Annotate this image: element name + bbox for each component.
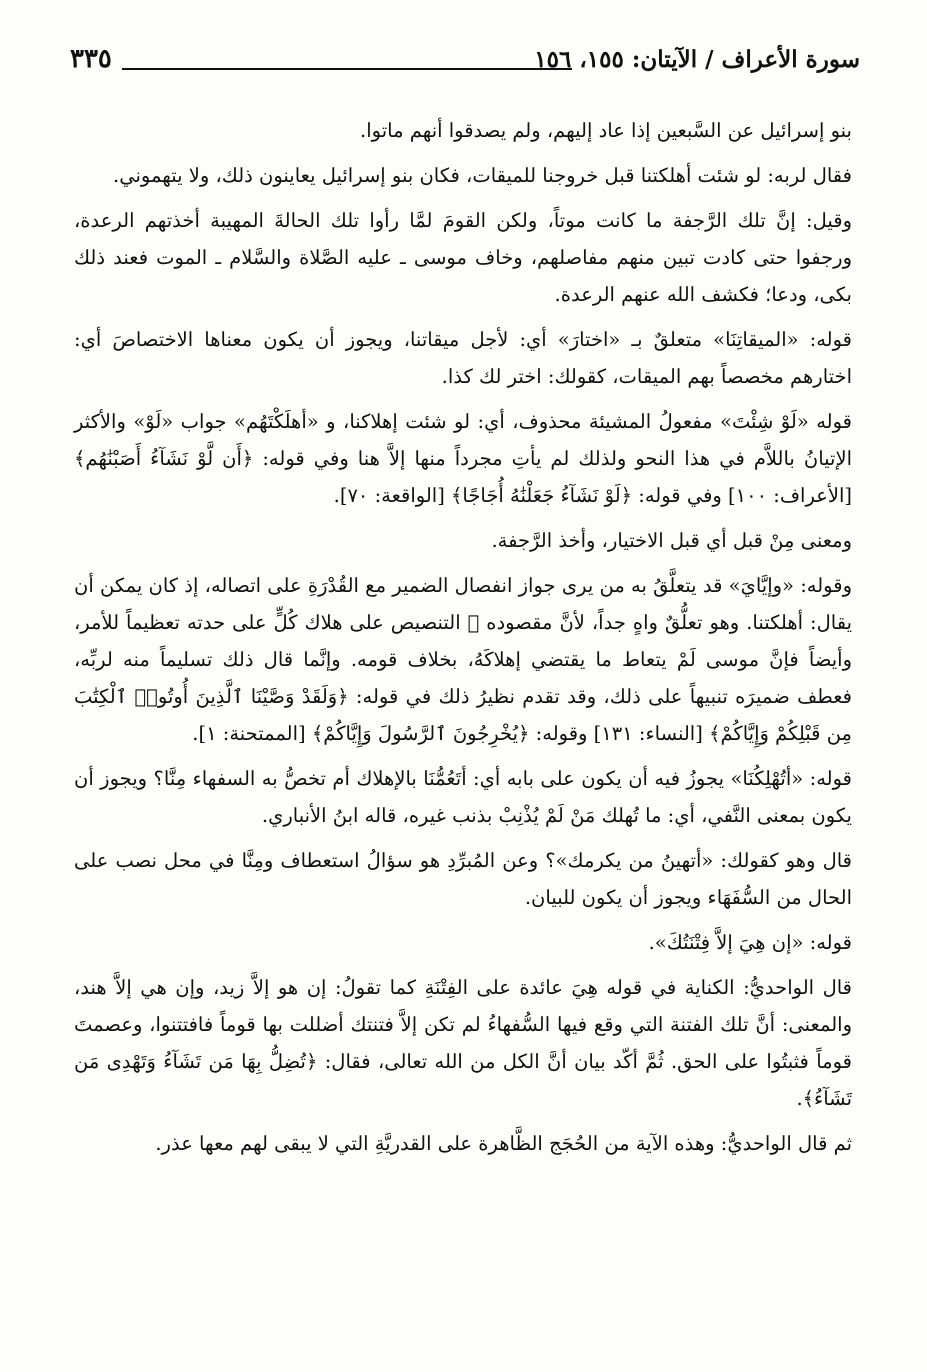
paragraph: قوله «لَوْ شِئْتَ» مفعولُ المشيئة محذوف، أي: لو شئت إهلاكنا، و «أهلَكْتَهُم» جواب «لَوْ» والأكثر الإتيانُ باللاَّم في هذا النحو ولذلك لم يأتِ مجرداً منها إلاَّ هنا وفي قوله: ﴿أَن لَّوْ نَشَآءُ أَصَبْنَٰهُم﴾ [الأعراف: ١٠٠] وفي قوله: ﴿لَوْ نَشَآءُ جَعَلْنَٰهُ أُجَاجًا﴾ [الواقعة: ٧٠]. [74,410,852,507]
paragraph: قوله: «الميقاتِنَا» متعلقٌ بـ «اختارَ» أي: لأجل ميقاتنا، ويجوز أن يكون معناها الاختصاصَ أي: اختارهم مخصصاً بهم الميقات، كقولك: اختر لك كذا. [74,328,852,388]
paragraph: قوله: «أتُهْلِكُنَا» يجوزُ فيه أن يكون على بابه أي: أتَعُمُّنَا بالإهلاك أم تخصُّ به السفهاء مِنَّا؟ ويجوز أن يكون بمعنى النَّفي، أي: ما تُهلك مَنْ لَمْ يُذْنِبْ بذنب غيره، قاله ابنُ الأنباري. [74,767,852,827]
paragraph: قال وهو كقولك: «أتهينُ من يكرمك»؟ وعن المُبرِّدِ هو سؤالُ استعطاف ومِنَّا في محل نصب على الحال من السُّفَهَاء ويجوز أن يكون للبيان. [74,849,852,909]
paragraph: بنو إسرائيل عن السَّبعين إذا عاد إليهم، ولم يصدقوا أنهم ماتوا. [360,119,852,142]
paragraph: ومعنى مِنْ قبل أي قبل الاختيار، وأخذ الرَّجفة. [491,529,852,552]
paragraph: قال الواحديُّ: الكناية في قوله هِيَ عائدة على الفِتْنَةِ كما تقولُ: إن هو إلاَّ زيد، وإن هي إلاَّ هند، والمعنى: أنَّ تلك الفتنة التي وقع فيها السُّفهاءُ لم تكن إلاَّ فتنتك أضللت بها قوماً فافتتنوا، وعصمتَ قوماً فثبتُوا على الحق. ثُمَّ أكّد بيان أنَّ الكل من الله تعالى، فقال: ﴿تُضِلُّ بِهَا مَن تَشَآءُ وَتَهْدِى مَن تَشَآءُ﴾. [74,976,852,1110]
page-body [74,112,852,1170]
paragraph: وقيل: إنَّ تلك الرَّجفة ما كانت موتاً، ولكن القومَ لمَّا رأوا تلك الحالةَ المهيبة أخذتهم الرعدة، ورجفوا حتى كادت تبين منهم مفاصلهم، وخاف موسى ـ عليه الصَّلاة والسَّلام ـ الموت فعند ذلك بكى، ودعا؛ فكشف الله عنهم الرعدة. [74,209,852,306]
page-number: ٣٣٥ [70,44,112,74]
page-header [70,44,860,80]
header-rule [122,68,572,70]
running-head-title: سورة الأعراف / الآيتان: ١٥٥، ١٥٦ [534,46,860,73]
paragraph: فقال لربه: لو شئت أهلكتنا قبل خروجنا للميقات، فكان بنو إسرائيل يعاينون ذلك، ولا يتهموني. [113,164,852,187]
paragraph: ثم قال الواحديُّ: وهذه الآية من الحُجَج الظَّاهرة على القدريَّةِ التي لا يبقى لهم معها عذر. [155,1132,852,1155]
paragraph: قوله: «إن هِيَ إلاَّ فِتْنَتُكَ». [648,931,852,954]
paragraph: وقوله: «وإيَّايَ» قد يتعلَّقُ به من يرى جواز انفصال الضمير مع القُدْرَةِ على اتصاله، إذ كان يمكن أن يقال: أهلكتنا. وهو تعلُّقٌ واهٍ جداً، لأنَّ مقصوده ﷺ التنصيص على هلاك كُلٍّ على حدته تعظيماً للأمر، وأيضاً فإنَّ موسى لَمْ يتعاط ما يقتضي إهلاكَهُ، بخلاف قومه. وإنَّما قال ذلك تسليماً منه لربِّه، فعطف ضميرَه تنبيهاً على ذلك، وقد تقدم نظيرُ ذلك في قوله: ﴿وَلَقَدْ وَصَّيْنَا ٱلَّذِينَ أُوتُوا۟ ٱلْكِتَٰبَ مِن قَبْلِكُمْ وَإِيَّاكُمْ﴾ [النساء: ١٣١] وقوله: ﴿يُخْرِجُونَ ٱلرَّسُولَ وَإِيَّاكُمْ﴾ [الممتحنة: ١]. [74,574,852,745]
